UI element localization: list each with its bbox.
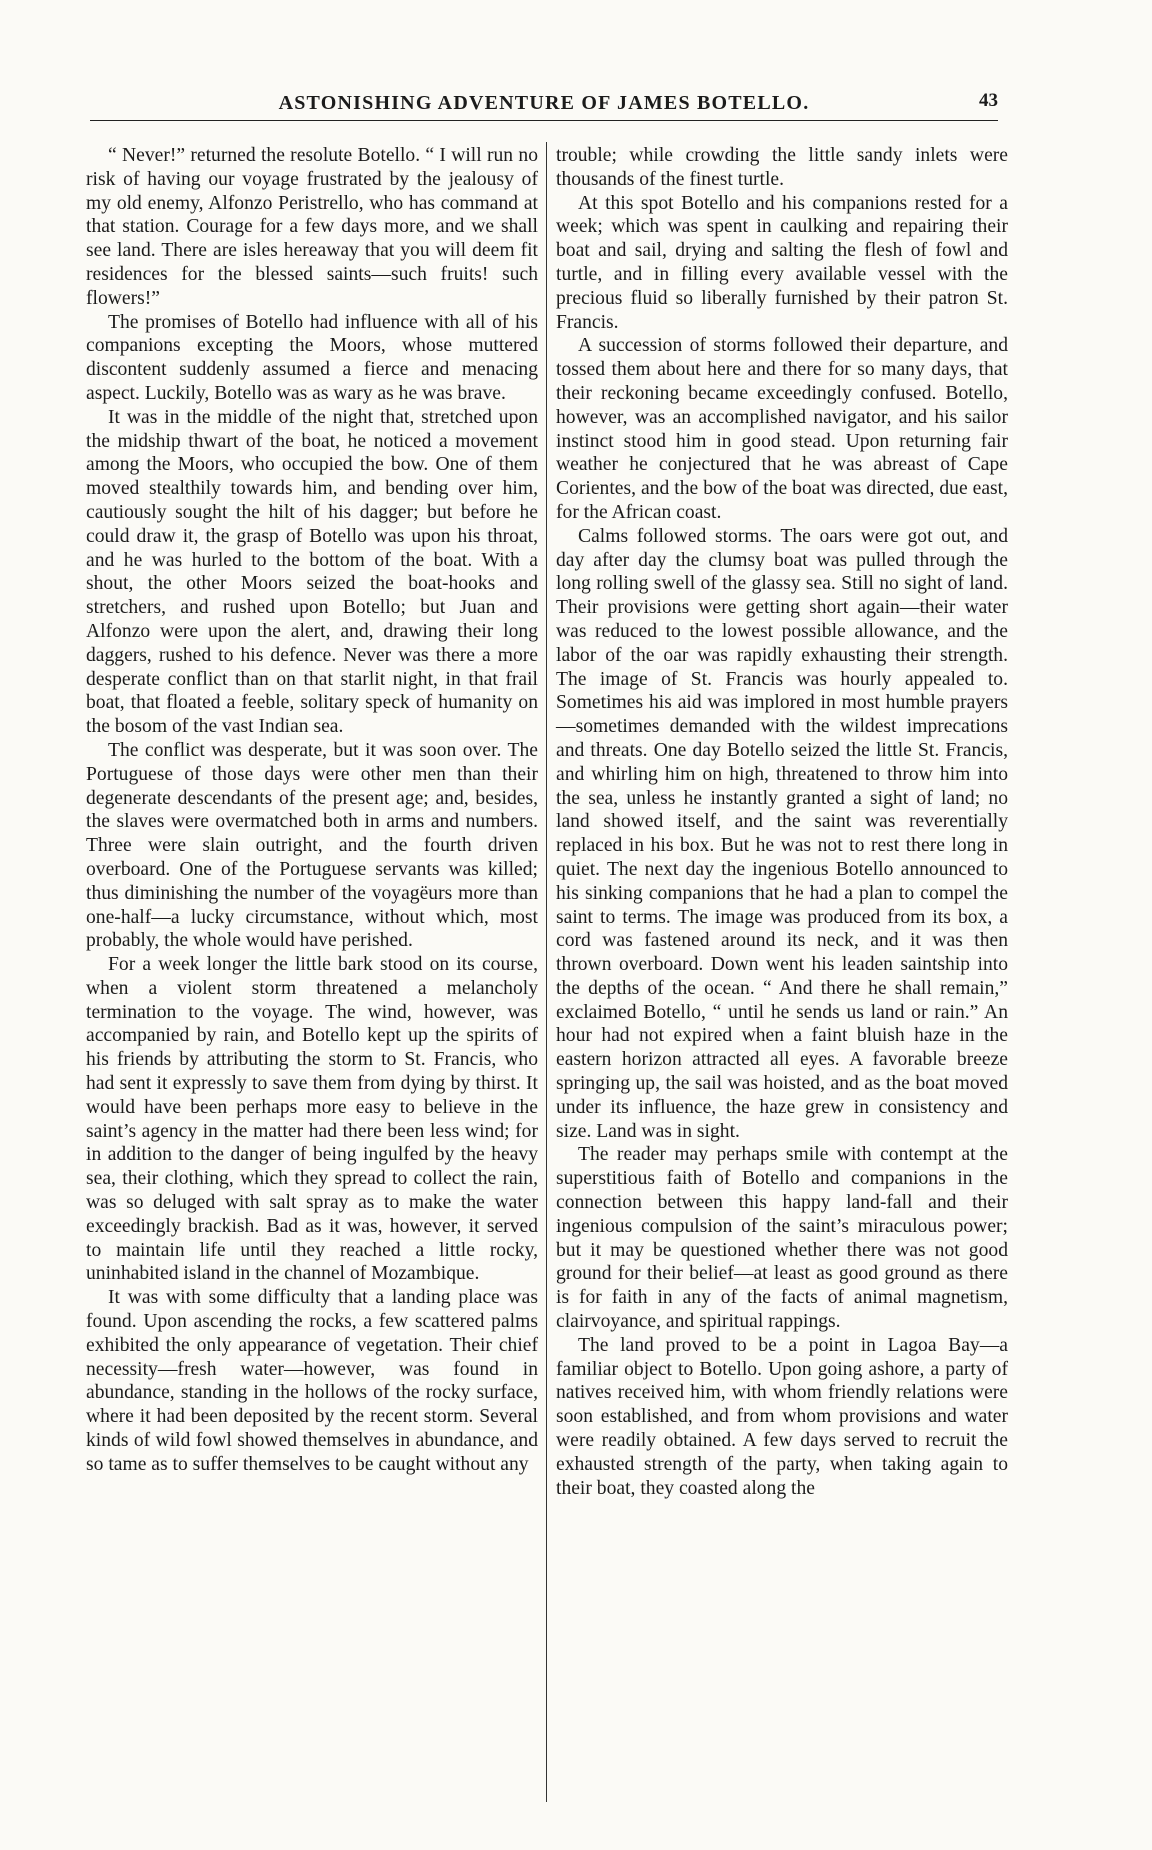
page-header <box>90 92 998 124</box>
paragraph: At this spot Botello and his companions rested for a week; which was spent in caulking and repairing their boat and sail, drying and salting the flesh of fowl and turtle, and in filling every available vessel with the precious fluid so liberally furnished by their patron St. Francis. <box>556 192 1008 333</box>
paragraph: For a week longer the little bark stood on its course, when a violent storm threatened a melancholy termination to the voyage. The wind, however, was accompanied by rain, and Botello kept up the spirits of his friends by attributing the storm to St. Francis, who had sent it expressly to save them from dying by thirst. It would have been perhaps more easy to believe in the saint’s agency in the matter had there been less wind; for in addition to the danger of being ingulfed by the heavy sea, their clothing, which they spread to collect the rain, was so deluged with salt spray as to make the water exceedingly brackish. Bad as it was, however, it served to maintain life until they reached a little rocky, uninhabited island in the channel of Mozambique. <box>86 954 538 1285</box>
page-number: 43 <box>979 90 998 111</box>
paragraph: A succession of storms followed their departure, and tossed them about here and there for so many days, that their reckoning became exceedingly confused. Botello, however, was an accomplished navigator, and his sailor instinct stood him in good stead. Upon returning fair weather he conjectured that he was abreast of Cape Corientes, and the bow of the boat was directed, due east, for the African coast. <box>556 335 1008 523</box>
paragraph: Calms followed storms. The oars were got out, and day after day the clumsy boat was pulled through the long rolling swell of the glassy sea. Still no sight of land. Their provisions were getting short again—their water was reduced to the lowest possible allowance, and the labor of the oar was rapidly exhausting their strength. The image of St. Francis was hourly appealed to. Sometimes his aid was implored in most humble prayers—sometimes demanded with the wildest imprecations and threats. One day Botello seized the little St. Francis, and whirling him on high, threatened to throw him into the sea, unless he instantly granted a sight of land; no land showed itself, and the saint was reverentially replaced in his box. But he was not to rest there long in quiet. The next day the ingenious Botello announced to his sinking companions that he had a plan to compel the saint to terms. The image was produced from its box, a cord was fastened around its neck, and it was then thrown overboard. Down went his leaden saintship into the depths of the ocean. “ And there he shall remain,” exclaimed Botello, “ until he sends us land or rain.” An hour had not expired when a faint bluish haze in the eastern horizon attracted all eyes. A favorable breeze springing up, the sail was hoisted, and as the boat moved under its influence, the haze grew in consistency and size. Land was in sight. <box>556 525 1008 1142</box>
paragraph: “ Never!” returned the resolute Botello. “ I will run no risk of having our voyage frustrated by the jealousy of my old enemy, Alfonzo Peristrello, who has command at that station. Courage for a few days more, and we shall see land. There are isles hereaway that you will deem fit residences for the blessed saints—such fruits! such flowers!” <box>86 145 538 309</box>
right-column <box>556 144 1008 1500</box>
left-column <box>86 144 538 1477</box>
paragraph: The land proved to be a point in Lagoa Bay—a familiar object to Botello. Upon going ashore, a party of natives received him, with whom friendly relations were soon established, and from whom provisions and water were readily obtained. A few days served to recruit the exhausted strength of the party, when taking again to their boat, they coasted along the <box>556 1334 1008 1499</box>
paragraph: The promises of Botello had influence with all of his companions excepting the Moors, whose muttered discontent suddenly assumed a fierce and menacing aspect. Luckily, Botello was as wary as he was brave. <box>86 311 538 404</box>
header-rule <box>90 120 998 121</box>
paragraph-continued: trouble; while crowding the little sandy inlets were thousands of the finest turtle. <box>556 145 1008 190</box>
column-divider <box>546 142 547 1802</box>
running-title: ASTONISHING ADVENTURE OF JAMES BOTELLO. <box>278 92 810 114</box>
paragraph: The conflict was desperate, but it was soon over. The Portuguese of those days were other men than their degenerate descendants of the present age; and, besides, the slaves were overmatched both in arms and numbers. Three were slain outright, and the fourth driven overboard. One of the Portuguese servants was killed; thus diminishing the number of the voyagëurs more than one-half—a lucky circumstance, without which, most probably, the whole would have perished. <box>86 739 538 952</box>
paragraph: The reader may perhaps smile with contempt at the superstitious faith of Botello and companions in the connection between this happy land-fall and their ingenious compulsion of the saint’s miraculous power; but it may be questioned whether there was not good ground for their belief—at least as good ground as there is for faith in any of the facts of animal magnetism, clairvoyance, and spiritual rappings. <box>556 1144 1008 1333</box>
paragraph: It was in the middle of the night that, stretched upon the midship thwart of the boat, he noticed a movement among the Moors, who occupied the bow. One of them moved stealthily towards him, and bending over him, cautiously sought the hilt of his dagger; but before he could draw it, the grasp of Botello was upon his throat, and he was hurled to the bottom of the boat. With a shout, the other Moors seized the boat-hooks and stretchers, and rushed upon Botello; but Juan and Alfonzo were upon the alert, and, drawing their long daggers, rushed to his defence. Never was there a more desperate conflict than on that starlit night, in that frail boat, that floated a feeble, solitary speck of humanity on the bosom of the vast Indian sea. <box>86 406 538 738</box>
paragraph: It was with some difficulty that a landing place was found. Upon ascending the rocks, a few scattered palms exhibited the only appearance of vegetation. Their chief necessity—fresh water—however, was found in abundance, standing in the hollows of the rocky surface, where it had been deposited by the recent storm. Several kinds of wild fowl showed themselves in abundance, and so tame as to suffer themselves to be caught without any <box>86 1287 538 1475</box>
